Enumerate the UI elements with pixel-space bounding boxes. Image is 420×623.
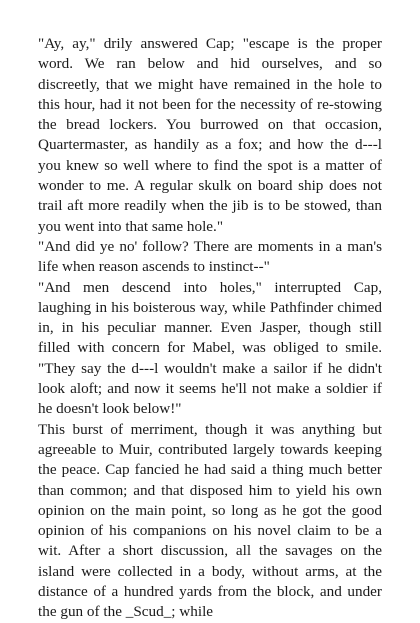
paragraph-burst-of-merriment: This burst of merriment, though it was anything but agreeable to Muir, contributed largely towards keeping the peace. Cap fancied he had said a thing much better than common; and that disposed him to yield his own opinion on the main point, so long as he got the good opinion of his companions on his novel claim to be a wit. After a short discussion, all the savages on the island were collected in a body, without arms, at the distance of a hundred yards from the block, and under the gun of the _Scud_; while	[38, 420, 382, 621]
paragraph-cap-escape: "Ay, ay," drily answered Cap; "escape is the proper word. We ran below and hid ourselves, and so discreetly, that we might have remained in the hole to this hour, had it not been for the necessity of re-stowing the bread lockers. You burrowed on that occasion, Quartermaster, as handily as a fox; and how the d---l you knew so well where to find the spot is a matter of wonder to me. A regular skulk on board ship does not trail aft more readily when the jib is to be stowed, than you went into that same hole."	[38, 35, 382, 235]
paragraph-muir-reply: "And did ye no' follow? There are moments in a man's life when reason ascends to instinct--"	[38, 237, 382, 276]
paragraph-men-descend: "And men descend into holes," interrupted Cap, laughing in his boisterous way, while Pathfinder chimed in, in his peculiar manner. Even Jasper, though still filled with concern for Mabel, was obliged to smile. "They say the d---l wouldn't make a sailor if he didn't look aloft; and now it seems he'll not make a soldier if he doesn't look below!"	[38, 278, 382, 418]
book-page	[38, 34, 382, 623]
